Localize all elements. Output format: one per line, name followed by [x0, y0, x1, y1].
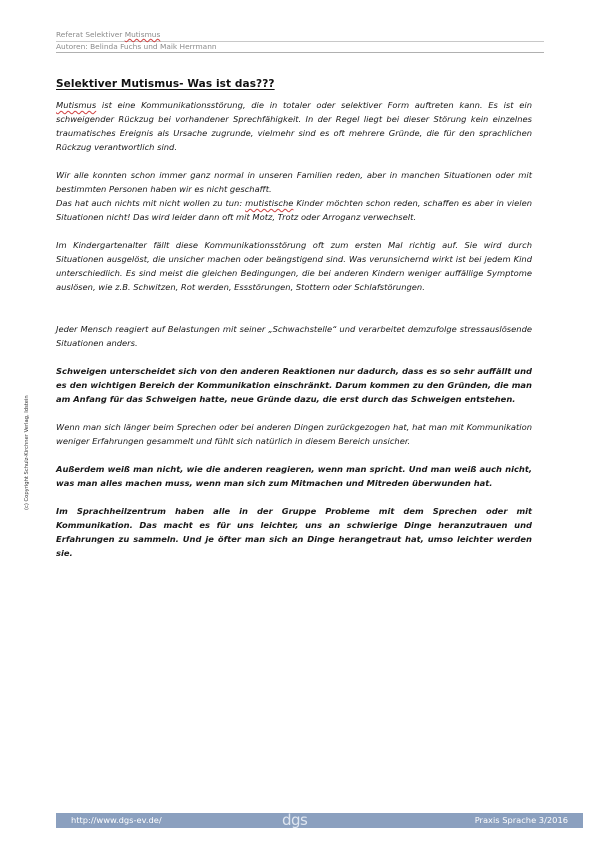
paragraph-2: Wir alle konnten schon immer ganz normal in unseren Familien reden, aber in manchen Situationen oder mit bestimmten Personen haben wir es nicht geschafft.: [56, 170, 532, 194]
header-topic: Referat Selektiver Mutismus: [56, 30, 544, 42]
dgs-logo: dgs: [282, 811, 308, 829]
side-copyright-note: (c) Copyright Schulz-Kirchner Verlag, Idstein: [24, 395, 30, 510]
spell-underlined-word: Mutismus: [56, 100, 97, 110]
footer-url-link[interactable]: http://www.dgs-ev.de/: [71, 815, 162, 825]
paragraph-4: Im Kindergartenalter fällt diese Kommunikationsstörung oft zum ersten Mal richtig auf. Sie wird durch Situationen ausgelöst, die unsicher machen oder beängstigend sind. Was verunsichernd wirkt ist bei jedem Kind unterschiedlich. Es sind meist die gleichen Bedingungen, die bei anderen Kindern weniger auffällige Symptome auslösen, wie z.B. Schwitzen, Rot werden, Essstörungen, Stottern oder Schlafstörungen.: [56, 240, 532, 292]
page-title: Selektiver Mutismus- Was ist das???: [56, 78, 275, 90]
header-authors: Autoren: Belinda Fuchs und Maik Herrmann: [56, 42, 544, 54]
footer-issue: Praxis Sprache 3/2016: [474, 815, 568, 825]
footer-bar: [56, 813, 583, 828]
article-body: [56, 98, 532, 560]
paragraph-3: Das hat auch nichts mit nicht wollen zu tun: mutistische Kinder möchten schon reden, schaffen es aber in vielen Situationen nicht! Das wird leider dann oft mit Motz, Trotz oder Arroganz verwechselt.: [56, 198, 532, 222]
paragraph-7: Wenn man sich länger beim Sprechen oder bei anderen Dingen zurückgezogen hat, hat man mit Kommunikation weniger Erfahrungen gesammelt und fühlt sich natürlich in diesem Bereich unsicher.: [56, 422, 532, 446]
header-topic-misspelled: Mutismus: [124, 30, 161, 39]
paragraph-6: Schweigen unterscheidet sich von den anderen Reaktionen nur dadurch, dass es so sehr auffällt und es den wichtigen Bereich der Kommunikation einschränkt. Darum kommen zu den Gründen, die man am Anfang für das Schweigen hatte, neue Gründe dazu, die erst durch das Schweigen entstehen.: [56, 366, 532, 404]
spell-underlined-word: mutistische: [245, 198, 294, 208]
paragraph-9: Im Sprachheilzentrum haben alle in der Gruppe Probleme mit dem Sprechen oder mit Kommunikation. Das macht es für uns leichter, uns an schwierige Dinge heranzutrauen und Erfahrungen zu sammeln. Und je öfter man sich an Dinge herangetraut hat, umso leichter werden sie.: [56, 506, 532, 558]
paragraph-1: Mutismus ist eine Kommunikationsstörung, die in totaler oder selektiver Form auftreten kann. Es ist ein schweigender Rückzug bei vorhandener Sprechfähigkeit. In der Regel liegt bei dieser Störung kein einzelnes traumatisches Ereignis als Ursache zugrunde, vielmehr sind es oft mehrere Gründe, die für den sprachlichen Rückzug verantwortlich sind.: [56, 100, 532, 152]
paragraph-5: Jeder Mensch reagiert auf Belastungen mit seiner „Schwachstelle“ und verarbeitet demzufolge stressauslösende Situationen anders.: [56, 324, 532, 348]
paragraph-8: Außerdem weiß man nicht, wie die anderen reagieren, wenn man spricht. Und man weiß auch nicht, was man alles machen muss, wenn man sich zum Mitmachen und Mitreden überwunden hat.: [56, 464, 532, 488]
running-header: [56, 30, 544, 53]
